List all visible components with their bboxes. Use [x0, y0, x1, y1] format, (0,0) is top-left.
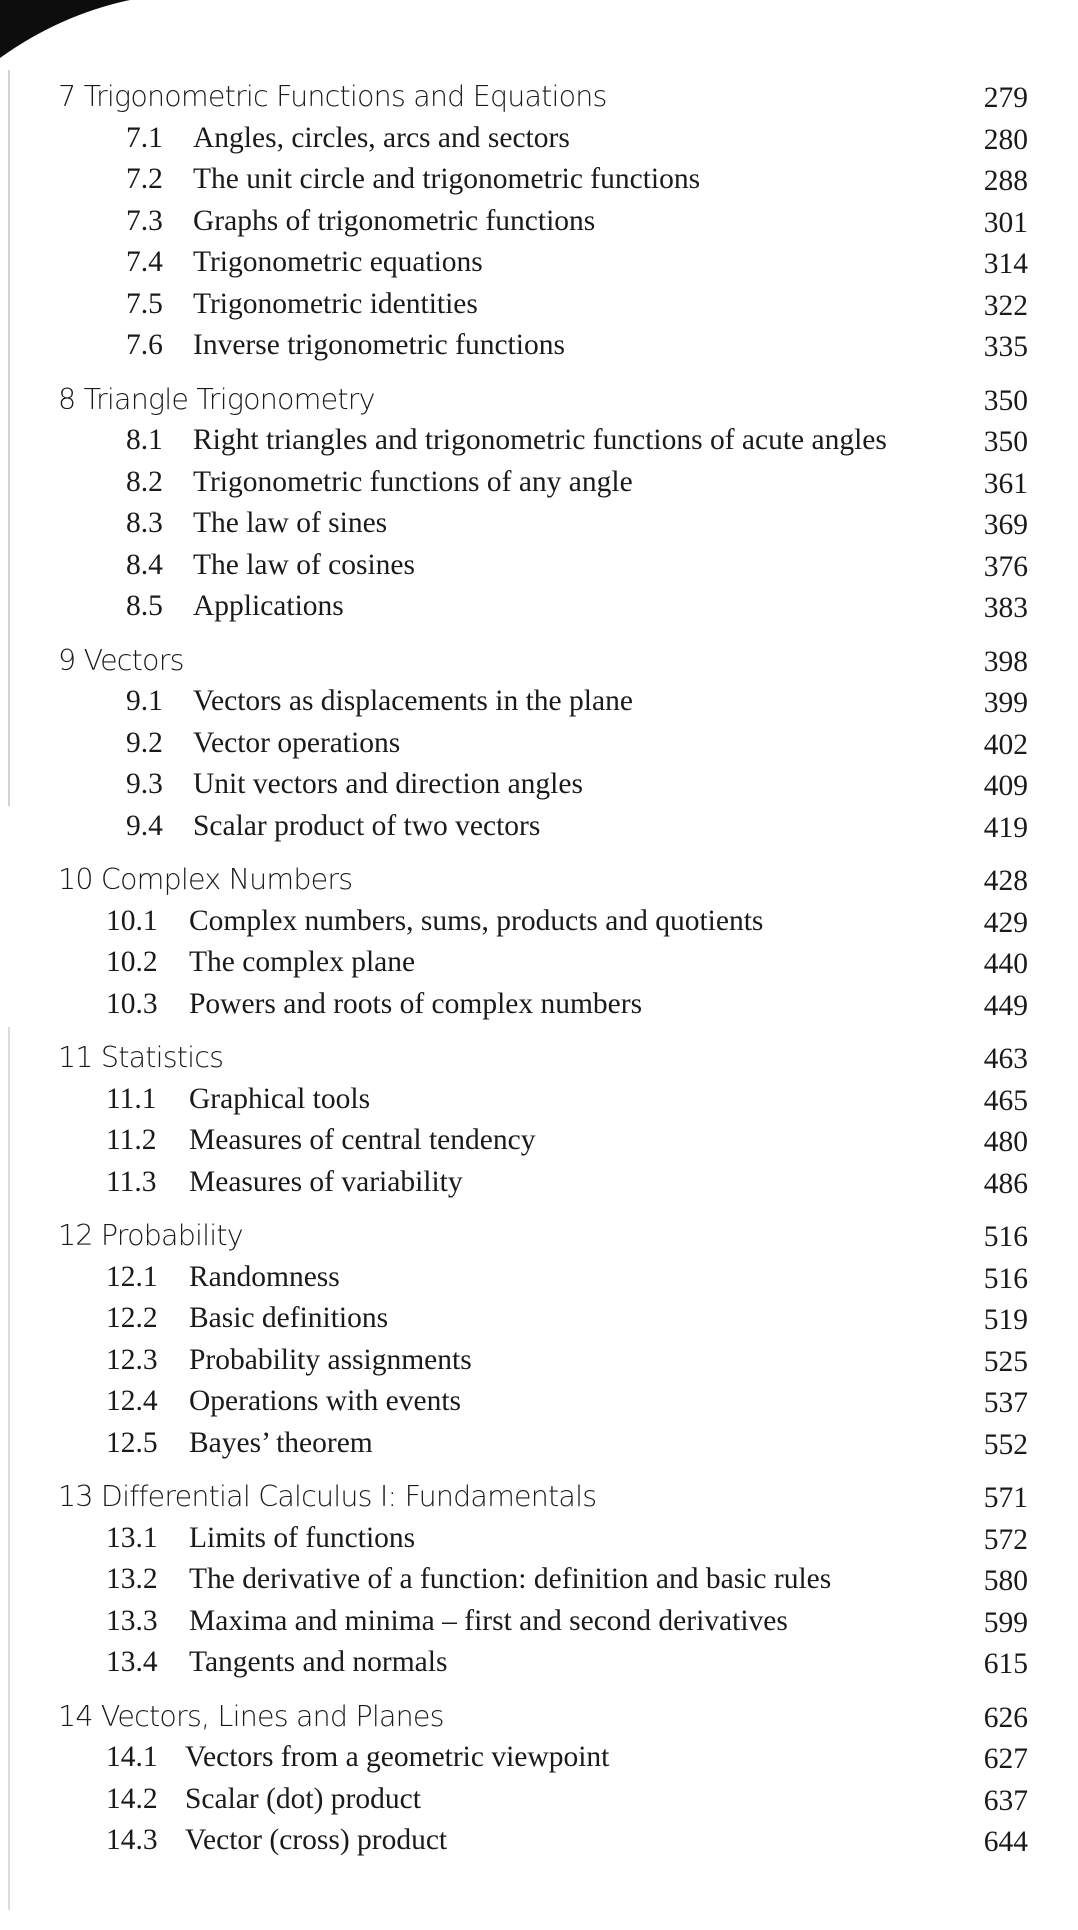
- chapter-entry: [0, 1476, 1078, 1518]
- section-entry: [0, 1518, 1078, 1560]
- section-number: 7.2: [126, 163, 163, 195]
- section-number: 9.4: [126, 809, 163, 842]
- chapter-block: [0, 640, 1078, 848]
- section-page-number: 644: [983, 1826, 1028, 1858]
- section-title: Trigonometric identities: [193, 287, 478, 320]
- section-page-number: 322: [983, 289, 1028, 322]
- section-page-number: 288: [983, 165, 1028, 197]
- chapter-block: [0, 859, 1078, 1025]
- chapter-title: 10 Complex Numbers: [58, 863, 353, 896]
- section-number: 12.1: [106, 1260, 158, 1293]
- chapter-page-number: 571: [983, 1482, 1028, 1514]
- section-page-number: 280: [983, 123, 1028, 156]
- section-number: 8.4: [126, 548, 163, 581]
- section-page-number: 314: [983, 248, 1028, 280]
- chapter-block: [0, 1696, 1078, 1862]
- section-number: 13.4: [106, 1646, 158, 1678]
- section-title: Scalar product of two vectors: [193, 809, 541, 842]
- chapter-entry: [0, 379, 1078, 421]
- section-title: The derivative of a function: definition and basic rules: [189, 1563, 832, 1595]
- section-title: Angles, circles, arcs and sectors: [193, 121, 570, 154]
- section-page-number: 429: [983, 906, 1028, 939]
- chapter-entry: [0, 1696, 1078, 1738]
- section-entry: [0, 1257, 1078, 1299]
- section-number: 9.1: [126, 685, 163, 717]
- section-title: Operations with events: [189, 1385, 461, 1417]
- chapter-title: 7 Trigonometric Functions and Equations: [58, 80, 607, 113]
- chapter-page-number: 626: [983, 1701, 1028, 1734]
- section-title: Measures of variability: [189, 1165, 463, 1198]
- section-title: Inverse trigonometric functions: [193, 329, 565, 361]
- section-entry: [0, 1120, 1078, 1162]
- section-title: Probability assignments: [189, 1343, 472, 1376]
- section-page-number: 480: [983, 1126, 1028, 1158]
- section-title: Applications: [193, 590, 344, 622]
- section-title: Graphical tools: [189, 1082, 371, 1115]
- section-entry: [0, 1559, 1078, 1601]
- section-page-number: 486: [983, 1167, 1028, 1200]
- section-number: 13.2: [106, 1563, 158, 1595]
- section-number: 12.2: [106, 1302, 158, 1334]
- section-entry: [0, 1737, 1078, 1779]
- section-number: 14.2: [106, 1782, 158, 1815]
- section-page-number: 335: [983, 331, 1028, 363]
- section-number: 8.1: [126, 424, 163, 456]
- chapter-page-number: 428: [983, 865, 1028, 897]
- section-entry: [0, 681, 1078, 723]
- section-page-number: 627: [983, 1743, 1028, 1775]
- section-page-number: 572: [983, 1523, 1028, 1556]
- section-entry: [0, 159, 1078, 201]
- section-entry: [0, 586, 1078, 628]
- section-title: Complex numbers, sums, products and quotients: [189, 904, 764, 937]
- section-entry: [0, 1079, 1078, 1121]
- section-entry: [0, 806, 1078, 848]
- chapter-block: [0, 1037, 1078, 1203]
- section-title: Basic definitions: [189, 1302, 389, 1334]
- section-entry: [0, 242, 1078, 284]
- section-entry: [0, 118, 1078, 160]
- section-page-number: 350: [983, 426, 1028, 458]
- section-entry: [0, 984, 1078, 1026]
- section-page-number: 449: [983, 989, 1028, 1022]
- chapter-title: 8 Triangle Trigonometry: [58, 382, 375, 416]
- section-entry: [0, 201, 1078, 243]
- section-page-number: 301: [983, 206, 1028, 239]
- section-entry: [0, 1162, 1078, 1204]
- section-entry: [0, 545, 1078, 587]
- section-title: Trigonometric functions of any angle: [193, 465, 633, 498]
- section-title: Measures of central tendency: [189, 1124, 536, 1156]
- section-entry: [0, 325, 1078, 367]
- section-page-number: 599: [983, 1606, 1028, 1639]
- chapter-block: [0, 1215, 1078, 1464]
- section-number: 10.1: [106, 904, 158, 937]
- chapter-page-number: 350: [983, 384, 1028, 417]
- section-entry: [0, 764, 1078, 806]
- chapter-title: 9 Vectors: [58, 643, 184, 677]
- section-page-number: 419: [983, 811, 1028, 844]
- section-number: 11.2: [106, 1124, 157, 1156]
- section-number: 7.6: [126, 329, 163, 361]
- section-number: 12.5: [106, 1426, 158, 1459]
- section-entry: [0, 420, 1078, 462]
- scan-corner-shadow: [0, 0, 130, 58]
- chapter-page-number: 516: [983, 1221, 1028, 1253]
- chapter-entry: [0, 76, 1078, 118]
- section-page-number: 516: [983, 1262, 1028, 1295]
- section-entry: [0, 462, 1078, 504]
- section-title: Powers and roots of complex numbers: [189, 987, 643, 1020]
- section-number: 10.3: [106, 987, 158, 1020]
- table-of-contents: [0, 76, 1078, 1874]
- section-page-number: 440: [983, 948, 1028, 980]
- section-page-number: 615: [983, 1648, 1028, 1680]
- chapter-entry: [0, 859, 1078, 901]
- section-number: 8.3: [126, 507, 163, 539]
- chapter-entry: [0, 1037, 1078, 1079]
- section-number: 14.1: [106, 1741, 158, 1773]
- section-entry: [0, 1298, 1078, 1340]
- chapter-page-number: 398: [983, 645, 1028, 678]
- section-entry: [0, 1779, 1078, 1821]
- section-page-number: 376: [983, 550, 1028, 583]
- section-number: 11.3: [106, 1165, 157, 1198]
- chapter-title: 11 Statistics: [58, 1041, 224, 1074]
- section-page-number: 383: [983, 592, 1028, 624]
- section-title: The law of cosines: [193, 548, 415, 581]
- section-number: 7.1: [126, 121, 163, 154]
- section-title: The law of sines: [193, 507, 388, 539]
- section-title: Scalar (dot) product: [185, 1782, 421, 1815]
- section-entry: [0, 1340, 1078, 1382]
- chapter-page-number: 463: [983, 1043, 1028, 1075]
- section-title: Randomness: [189, 1260, 340, 1293]
- section-entry: [0, 1820, 1078, 1862]
- section-entry: [0, 1601, 1078, 1643]
- section-title: The complex plane: [189, 946, 416, 978]
- section-title: Maxima and minima – first and second derivatives: [189, 1604, 788, 1637]
- section-number: 11.1: [106, 1082, 157, 1115]
- section-number: 7.5: [126, 287, 163, 320]
- section-entry: [0, 1423, 1078, 1465]
- chapter-title: 14 Vectors, Lines and Planes: [58, 1699, 444, 1733]
- section-title: The unit circle and trigonometric functions: [193, 163, 701, 195]
- section-page-number: 519: [983, 1304, 1028, 1336]
- section-title: Vectors as displacements in the plane: [193, 685, 633, 717]
- section-title: Vector operations: [193, 726, 401, 759]
- section-entry: [0, 942, 1078, 984]
- section-title: Graphs of trigonometric functions: [193, 204, 596, 237]
- section-entry: [0, 1642, 1078, 1684]
- section-title: Limits of functions: [189, 1521, 416, 1554]
- section-page-number: 537: [983, 1387, 1028, 1419]
- section-number: 12.4: [106, 1385, 158, 1417]
- section-page-number: 399: [983, 687, 1028, 719]
- chapter-block: [0, 1476, 1078, 1684]
- section-page-number: 409: [983, 770, 1028, 802]
- section-title: Tangents and normals: [189, 1646, 448, 1678]
- chapter-title: 13 Differential Calculus I: Fundamentals: [58, 1480, 597, 1513]
- section-title: Right triangles and trigonometric functions of acute angles: [193, 424, 887, 456]
- section-page-number: 525: [983, 1345, 1028, 1378]
- chapter-entry: [0, 1215, 1078, 1257]
- section-number: 12.3: [106, 1343, 158, 1376]
- section-entry: [0, 284, 1078, 326]
- section-number: 13.3: [106, 1604, 158, 1637]
- section-number: 8.5: [126, 590, 163, 622]
- chapter-page-number: 279: [983, 82, 1028, 114]
- chapter-block: [0, 379, 1078, 628]
- section-entry: [0, 1381, 1078, 1423]
- section-page-number: 580: [983, 1565, 1028, 1597]
- section-number: 14.3: [106, 1824, 158, 1856]
- section-page-number: 552: [983, 1428, 1028, 1461]
- section-page-number: 402: [983, 728, 1028, 761]
- section-title: Vectors from a geometric viewpoint: [185, 1741, 610, 1773]
- section-number: 9.2: [126, 726, 163, 759]
- section-title: Trigonometric equations: [193, 246, 483, 278]
- chapter-block: [0, 76, 1078, 367]
- section-title: Unit vectors and direction angles: [193, 768, 583, 800]
- section-number: 7.4: [126, 246, 163, 278]
- section-title: Bayes’ theorem: [189, 1426, 373, 1459]
- section-number: 9.3: [126, 768, 163, 800]
- section-page-number: 465: [983, 1084, 1028, 1117]
- section-page-number: 637: [983, 1784, 1028, 1817]
- section-entry: [0, 503, 1078, 545]
- chapter-entry: [0, 640, 1078, 682]
- chapter-title: 12 Probability: [58, 1219, 243, 1252]
- section-number: 8.2: [126, 465, 163, 498]
- section-title: Vector (cross) product: [185, 1824, 448, 1856]
- section-page-number: 361: [983, 467, 1028, 500]
- section-number: 10.2: [106, 946, 158, 978]
- section-entry: [0, 723, 1078, 765]
- section-number: 7.3: [126, 204, 163, 237]
- section-page-number: 369: [983, 509, 1028, 541]
- section-entry: [0, 901, 1078, 943]
- section-number: 13.1: [106, 1521, 158, 1554]
